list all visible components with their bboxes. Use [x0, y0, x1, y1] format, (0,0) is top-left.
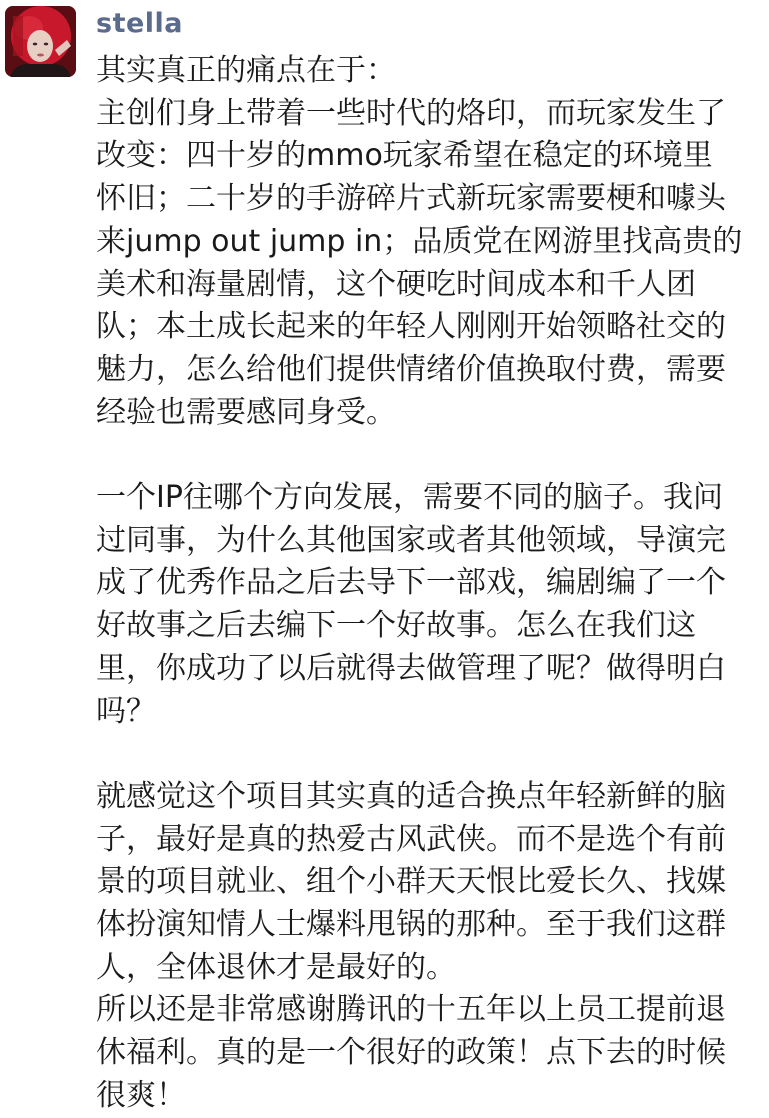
user-avatar[interactable] [5, 6, 76, 77]
paragraph-gap [96, 434, 756, 477]
post-paragraph-1: 其实真正的痛点在于： 主创们身上带着一些时代的烙印，而玩家发生了 改变：四十岁的mmo玩家希望在稳定的环境里 怀旧；二十岁的手游碎片式新玩家需要梗和噱头 来jump out jump in；品质党在网游里找高贵的 美术和海量剧情，这个硬吃时间成本和千人团 队；本土成长起来的年轻人刚刚开始领略社交的 魅力，怎么给他们提供情绪价值换取付费，需要 经验也需要感同身受。 [96, 53, 743, 430]
username[interactable]: stella [96, 8, 184, 39]
paragraph-gap [96, 733, 756, 776]
user-avatar-photo-icon [5, 6, 76, 77]
post-body [96, 50, 756, 1118]
post-paragraph-3: 就感觉这个项目其实真的适合换点年轻新鲜的脑 子，最好是真的热爱古风武侠。而不是选个有前 景的项目就业、组个小群天天恨比爱长久、找媒 体扮演知情人士爆料甩锅的那种。至于我们这群 人，全体退休才是最好的。 所以还是非常感谢腾讯的十五年以上员工提前退 休福利。真的是一个很好的政策！点下去的时候 很爽！ [96, 778, 726, 1113]
post-paragraph-2: 一个IP往哪个方向发展，需要不同的脑子。我问 过同事，为什么其他国家或者其他领域，导演完 成了优秀作品之后去导下一部戏，编剧编了一个 好故事之后去编下一个好故事。怎么在我们这 里，你成功了以后就得去做管理了呢？做得明白 吗？ [96, 480, 726, 729]
